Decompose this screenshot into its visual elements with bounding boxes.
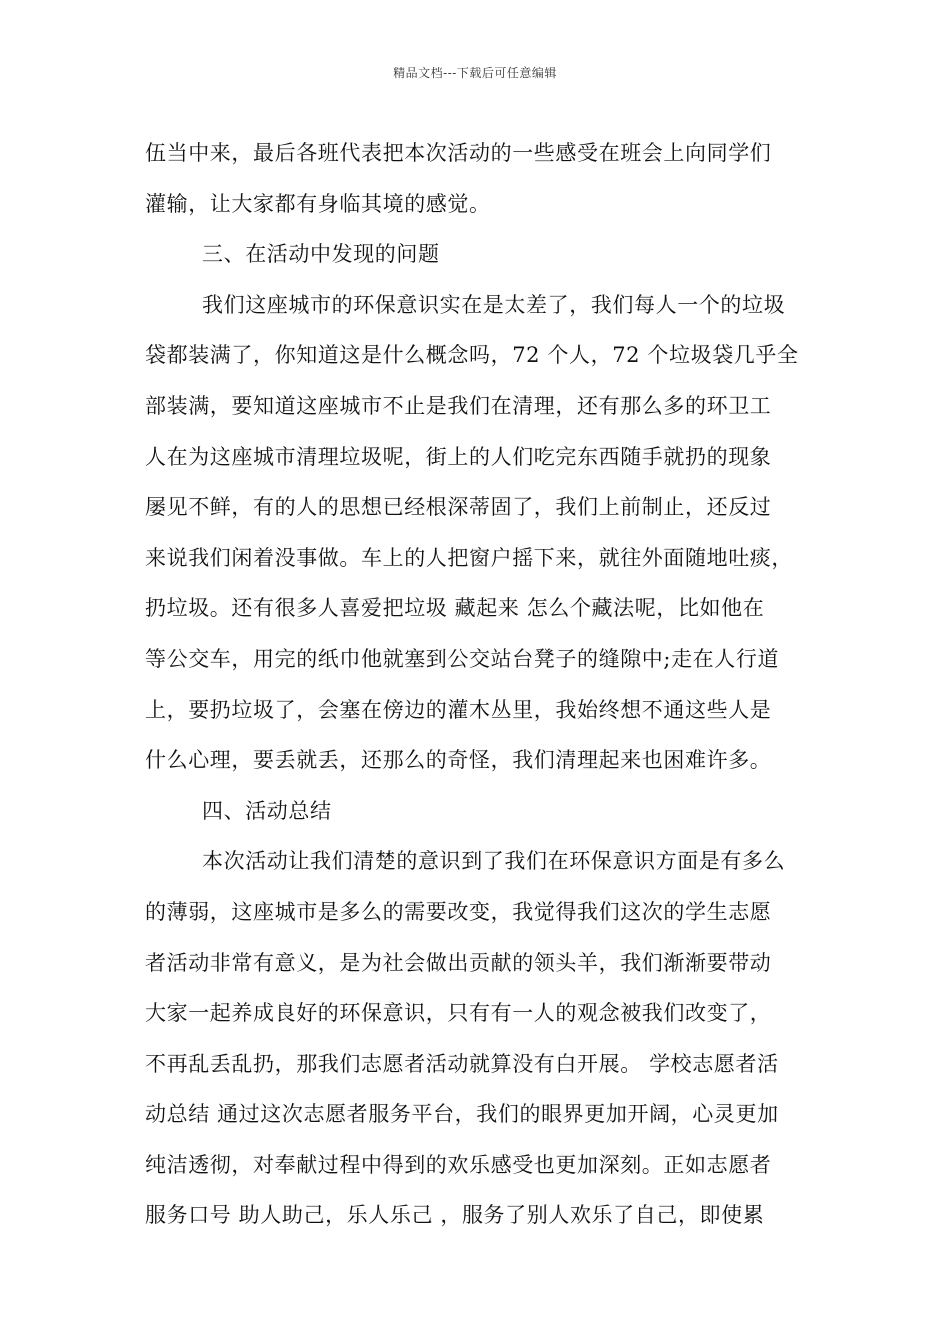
document-body (145, 131, 820, 1244)
section-heading: 四、活动总结 (202, 798, 332, 823)
text-line: 者活动非常有意义，是为社会做出贡献的领头羊，我们渐渐要带动 (145, 950, 772, 975)
text-line: 大家一起养成良好的环保意识，只有有一人的观念被我们改变了， (145, 1001, 772, 1026)
text-line: 伍当中来，最后各班代表把本次活动的一些感受在班会上向同学们 (145, 141, 772, 165)
page-header: 精品文档---下载后可任意编辑 (393, 66, 557, 80)
text-line: 上，要扔垃圾了，会塞在傍边的灌木丛里，我始终想不通这些人是 (145, 697, 772, 722)
text-line: 服务口号 助人助己，乐人乐己 ，服务了别人欢乐了自己，即使累 (145, 1203, 765, 1228)
text-line: 的薄弱，这座城市是多么的需要改变，我觉得我们这次的学生志愿 (145, 899, 772, 924)
text-line: 动总结 通过这次志愿者服务平台，我们的眼界更加开阔，心灵更加 (145, 1102, 779, 1127)
text-line: 纯洁透彻，对奉献过程中得到的欢乐感受也更加深刻。正如志愿者 (145, 1152, 772, 1177)
text-line: 什么心理，要丢就丢，还那么的奇怪，我们清理起来也困难许多。 (145, 748, 772, 773)
text-line: 来说我们闲着没事做。车上的人把窗户摇下来，就往外面随地吐痰， (145, 545, 793, 570)
text-line: 等公交车，用完的纸巾他就塞到公交站台凳子的缝隙中;走在人行道 (145, 646, 780, 671)
text-line: 我们这座城市的环保意识实在是太差了，我们每人一个的垃圾 (202, 292, 786, 317)
text-line: 部装满，要知道这座城市不止是我们在清理，还有那么多的环卫工 (145, 393, 772, 418)
text-line: 扔垃圾。还有很多人喜爱把垃圾 藏起来 怎么个藏法呢，比如他在 (145, 596, 765, 621)
text-line: 人在为这座城市清理垃圾呢，街上的人们吃完东西随手就扔的现象 (145, 444, 772, 469)
text-line: 灌输，让大家都有身临其境的感觉。 (145, 191, 491, 216)
text-line: 不再乱丢乱扔，那我们志愿者活动就算没有白开展。 学校志愿者活 (145, 1051, 779, 1076)
section-heading: 三、在活动中发现的问题 (202, 242, 440, 267)
text-line: 屡见不鲜，有的人的思想已经根深蒂固了，我们上前制止，还反过 (145, 495, 772, 520)
text-line: 袋都装满了，你知道这是什么概念吗，72 个人，72 个垃圾袋几乎全 (145, 343, 799, 368)
text-line: 本次活动让我们清楚的意识到了我们在环保意识方面是有多么 (202, 849, 786, 874)
